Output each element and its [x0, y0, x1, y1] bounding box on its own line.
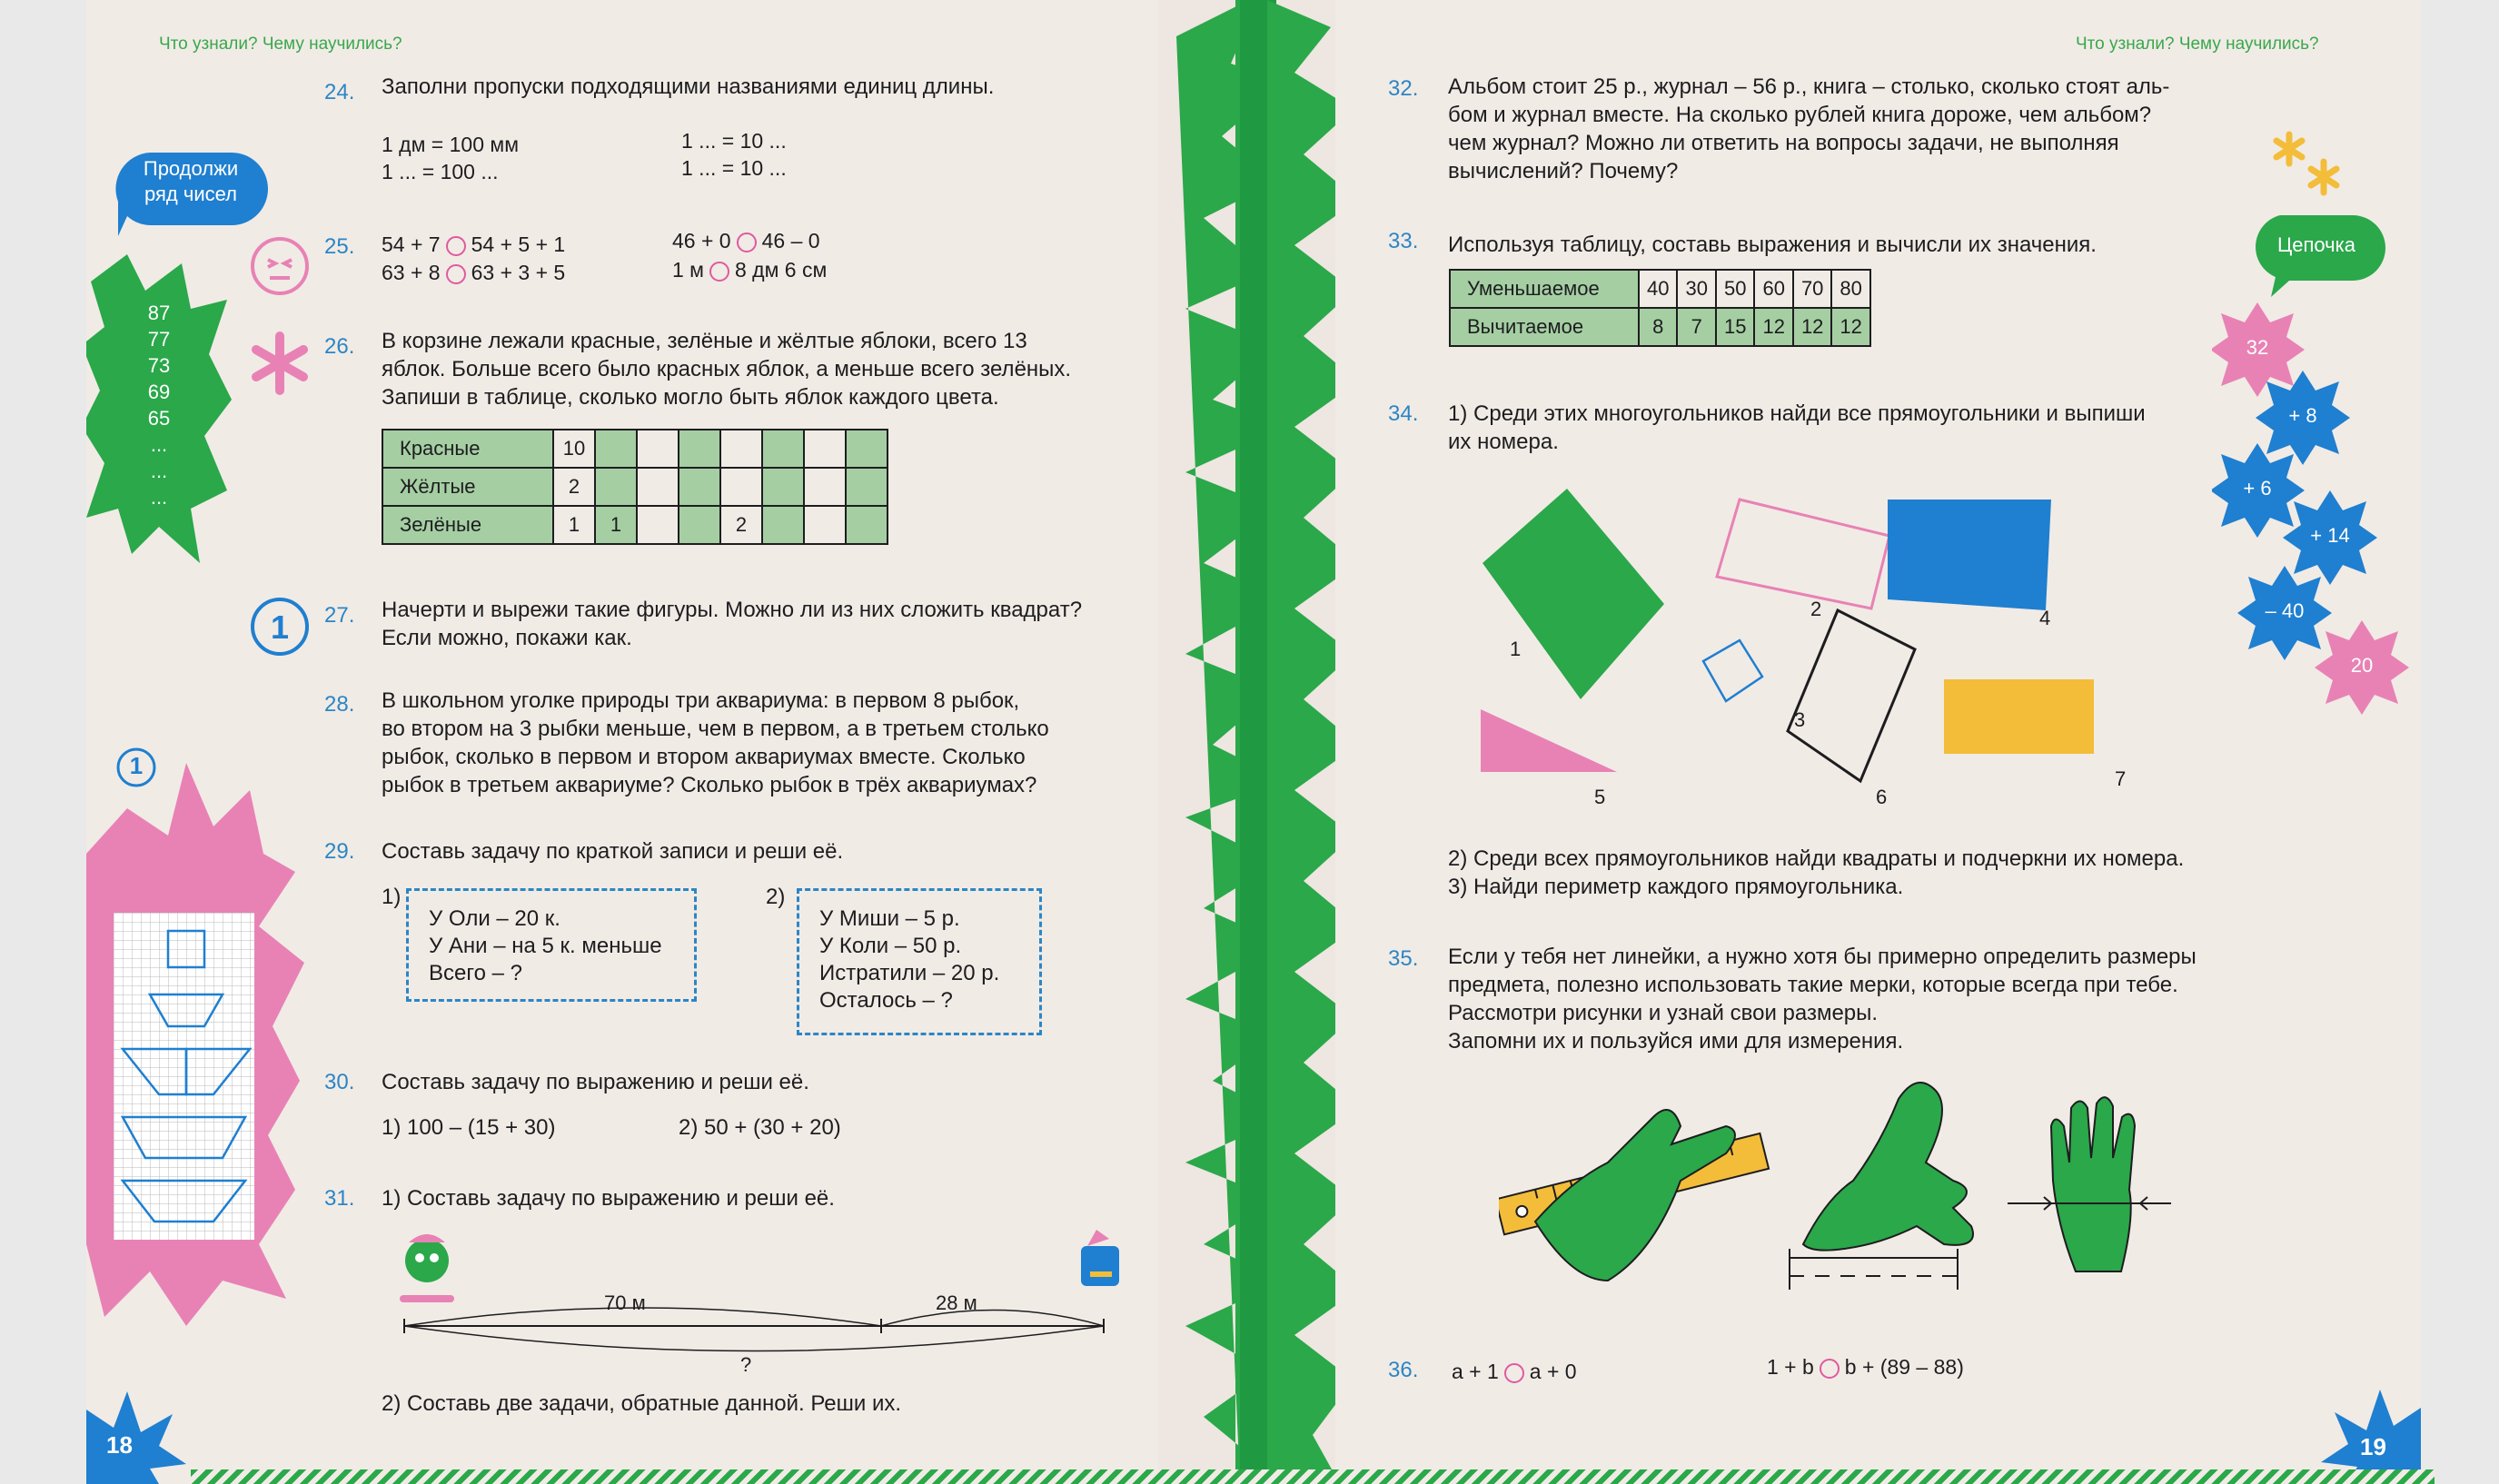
task-25-row1b: 46 + 0 46 – 0	[672, 229, 820, 252]
task-34-text: 1) Среди этих многоугольников найди все прямоугольники и выпиши их номера.	[1448, 401, 2146, 454]
polygon-label-1: 1	[1510, 638, 1522, 660]
task-30-number: 30.	[324, 1070, 355, 1094]
task-30-text: Составь задачу по выражению и реши её.	[382, 1070, 809, 1094]
polygon-label-3: 3	[1794, 708, 1806, 731]
chain-item-6: 20	[2350, 654, 2374, 677]
polygon-label-5: 5	[1594, 786, 1606, 808]
task-31-text: 1) Составь задачу по выражению и реши её.	[382, 1186, 835, 1211]
task-25-number: 25.	[324, 234, 355, 259]
page-header: Что узнали? Чему научились?	[159, 35, 402, 54]
page-number-left: 18	[106, 1431, 133, 1459]
right-page	[1335, 0, 2421, 1484]
task-30-expr-1: 1) 100 – (15 + 30)	[382, 1115, 556, 1140]
shape-1	[1483, 489, 1664, 699]
polygon-label-6: 6	[1876, 786, 1888, 808]
shape-7	[1944, 679, 2094, 754]
chain-item-2: + 8	[2288, 404, 2317, 427]
badge-one-number: 1	[129, 752, 144, 779]
distance-label-28: 28 м	[936, 1291, 977, 1314]
frown-face-icon	[248, 234, 312, 298]
left-page	[86, 0, 1158, 1484]
page-header-right: Что узнали? Чему научились?	[2076, 35, 2319, 54]
task-31-text-2: 2) Составь две задачи, обратные данной. Реши их.	[382, 1391, 902, 1416]
apples-table: Красные 10 Жёлтые 2 Зелёные 1 1 2	[382, 429, 888, 545]
grid-figures	[114, 913, 254, 1240]
task-27-number: 27.	[324, 603, 355, 628]
distance-label-unknown: ?	[740, 1353, 752, 1376]
task-24-text: Заполни пропуски подходящими названиями единиц длины.	[382, 74, 995, 99]
task-28-number: 28.	[324, 692, 355, 717]
page-number-right: 19	[2360, 1433, 2386, 1460]
polygon-label-2: 2	[1810, 598, 1822, 620]
task-28-text: В школьном уголке природы три аквариума: в первом 8 рыбок, во втором на 3 рыбки меньше, чем в первом, а в третьем столько рыбок, сколько в первом и втором аквариумах вместе. Сколько рыбок в третьем аквариуме? Сколько рыбок в трёх аквариумах?	[382, 688, 1049, 797]
task-33-text: Используя таблицу, составь выражения и вычисли их значения.	[1448, 232, 2097, 257]
polygon-label-4: 4	[2039, 607, 2051, 629]
task-25-row2: 63 + 8 63 + 3 + 5	[382, 261, 566, 284]
task-24-col1: 1 дм = 100 мм 1 ... = 100 ...	[382, 133, 520, 183]
bubble-chain: Цепочка	[2277, 233, 2355, 256]
task-31-number: 31.	[324, 1186, 355, 1211]
task-30-expr-2: 2) 50 + (30 + 20)	[679, 1115, 841, 1140]
task-25-row2b: 1 м 8 дм 6 см	[672, 258, 828, 282]
task-35-text: Если у тебя нет линейки, а нужно хотя бы примерно определить размеры предмета, полезно использовать такие мерки, которые всегда при тебе. Рассмотри рисунки и узнай свои размеры. Запомни их и пользуйся ими для измерения.	[1448, 945, 2197, 1054]
hand-measures-figure	[1499, 1072, 2226, 1299]
circled-one-icon	[248, 595, 312, 658]
distance-label-70: 70 м	[604, 1291, 646, 1314]
task-29-number: 29.	[324, 839, 355, 864]
task-33-number: 33.	[1388, 229, 1419, 253]
task-26-number: 26.	[324, 334, 355, 359]
shape-4	[1888, 500, 2051, 610]
task-36-expr-b: 1 + b b + (89 – 88)	[1767, 1355, 1964, 1379]
task-24-number: 24.	[324, 80, 355, 104]
polygon-label-7: 7	[2115, 767, 2127, 790]
task-29-label-1: 1)	[382, 885, 402, 909]
task-34-number: 34.	[1388, 401, 1419, 426]
bottom-stripe-decoration	[191, 1469, 2435, 1484]
task-32-text: Альбом стоит 25 р., журнал – 56 р., книга – столько, сколько стоят аль- бом и журнал вместе. На сколько рублей книга дороже, чем альбом? чем журнал? Можно ли ответить на вопросы задачи, не выполняя вычислений? Почему?	[1448, 74, 2170, 183]
short-record-box-1: У Оли – 20 к. У Ани – на 5 к. меньше Всего – ?	[406, 888, 697, 1002]
chain-item-5: – 40	[2265, 599, 2305, 622]
bubble-continue-sequence: Продолжи ряд чисел	[143, 157, 239, 205]
task-36-expr-a: a + 1 a + 0	[1452, 1360, 1577, 1383]
task-32-number: 32.	[1388, 76, 1419, 101]
asterisk-icon	[248, 331, 312, 395]
shape-2	[1717, 500, 1889, 608]
task-24-col2: 1 ... = 10 ... 1 ... = 10 ...	[681, 129, 787, 180]
task-34-text-2: 2) Среди всех прямоугольников найди квадраты и подчеркни их номера. 3) Найди периметр каждого прямоугольника.	[1448, 846, 2185, 899]
green-spine-decoration	[1149, 0, 1358, 1484]
task-36-number: 36.	[1388, 1358, 1419, 1382]
task-29-label-2: 2)	[766, 885, 786, 909]
chain-item-1: 32	[2246, 336, 2269, 359]
task-26-text: В корзине лежали красные, зелёные и жёлтые яблоки, всего 13 яблок. Больше всего было красных яблок, а меньше всего зелёных. Запиши в таблице, сколько могло быть яблок каждого цвета.	[382, 329, 1072, 410]
subtraction-table: Уменьшаемое 40 30 50 60 70 80 Вычитаемое 8 7 15 12 12 12	[1449, 269, 1871, 347]
page-number-shape	[86, 1391, 186, 1484]
yellow-asterisks-icon	[2271, 127, 2348, 200]
polygons-figure	[1463, 472, 2371, 817]
task-25-row1: 54 + 7 54 + 5 + 1	[382, 232, 566, 256]
short-record-box-2: У Миши – 5 р. У Коли – 50 р. Истратили – 20 р. Осталось – ?	[797, 888, 1042, 1035]
shape-3	[1703, 640, 1762, 701]
shape-6	[1788, 610, 1915, 781]
task-35-number: 35.	[1388, 946, 1419, 971]
chain-item-3: + 6	[2243, 477, 2272, 500]
chain-item-4: + 14	[2310, 524, 2350, 547]
shape-5	[1481, 709, 1617, 772]
svg-text:1: 1	[270, 608, 290, 646]
task-29-text: Составь задачу по краткой записи и реши её.	[382, 839, 844, 864]
task-27-text: Начерти и вырежи такие фигуры. Можно ли из них сложить квадрат? Если можно, покажи как.	[382, 598, 1083, 650]
number-sequence: 87 77 73 69 65 ... ... ...	[147, 302, 171, 509]
